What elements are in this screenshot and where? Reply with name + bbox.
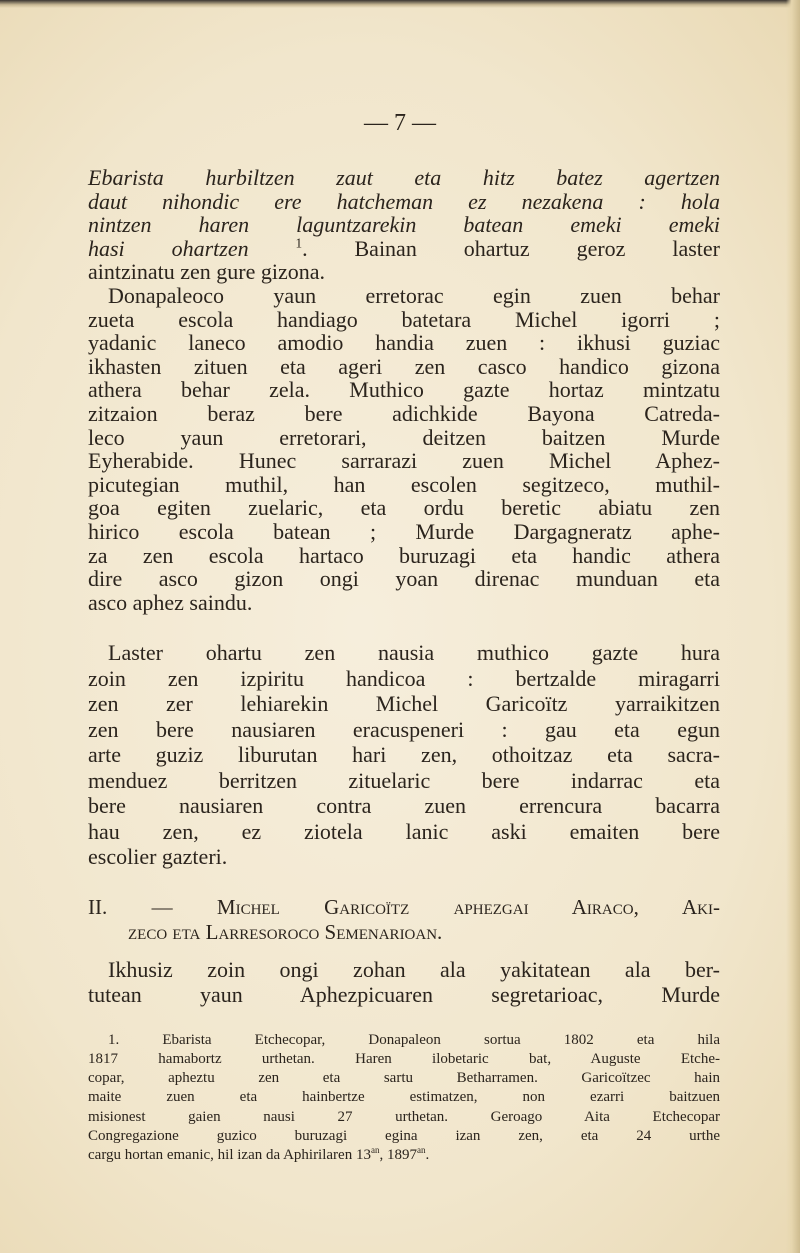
text-segment: Ebarista hurbiltzen zaut eta hitz batez agertzen (88, 165, 720, 190)
text-segment: copar, apheztu zen eta sartu Betharramen. Garicoïtzec hain (88, 1070, 720, 1087)
body-line (88, 378, 720, 402)
text-segment: hirico escola batean ; Murde Dargagneratz aphe- (88, 519, 720, 544)
text-segment: Ikhusiz zoin ongi zohan ala yakitatean ala ber- (108, 957, 720, 982)
text-segment: 1817 hamabortz urthetan. Haren ilobetaric bat, Auguste Etche- (88, 1050, 720, 1067)
body-line (88, 983, 720, 1007)
footnote-line (88, 1127, 720, 1146)
superscript: an (416, 1145, 426, 1156)
text-segment: zueta escola handiago batetara Michel igorri ; (88, 306, 720, 332)
footnote-line (88, 1050, 720, 1069)
text-segment: hau zen, ez ziotela lanic aski emaiten bere (88, 818, 720, 844)
text-segment: yadanic laneco amodio handia zuen : ikhusi guziac (88, 330, 720, 356)
body-line (88, 284, 720, 308)
text-segment: asco aphez saindu. (88, 589, 253, 615)
text-segment: II. — Michel Garicoïtz aphezgai Airaco, Aki- (88, 895, 720, 919)
footnote-line (88, 1031, 720, 1050)
body-line (88, 718, 720, 742)
text-segment: zitzaion beraz bere adichkide Bayona Catreda- (88, 401, 720, 426)
body-line (88, 426, 720, 450)
footnote-line (88, 1108, 720, 1127)
footnote-line (88, 1069, 720, 1088)
page-right-edge (786, 0, 800, 1253)
text-segment: arte guziz liburutan hari zen, othoitzaz eta sacra- (88, 742, 720, 767)
text-segment: , 1897 (379, 1147, 417, 1164)
text-segment: . Bainan ohartuz geroz laster (302, 235, 720, 261)
text-segment: Eyherabide. Hunec sarrarazi zuen Michel Aphez- (88, 448, 720, 474)
text-segment: tutean yaun Aphezpicuaren segretarioac, Murde (88, 982, 720, 1007)
text-segment: daut nihondic ere hatcheman ez nezakena : hola (88, 188, 720, 214)
body-line (88, 769, 720, 793)
body-line (88, 567, 720, 591)
text-segment: cargu hortan emanic, hil izan da Aphirilaren 13 (88, 1147, 371, 1164)
body-line (88, 591, 720, 615)
text-segment: zen zer lehiarekin Michel Garicoïtz yarraikitzen (88, 691, 720, 716)
body-line (88, 237, 720, 261)
superscript: an (370, 1145, 380, 1156)
text-segment: athera behar zela. Muthico gazte hortaz mintzatu (88, 377, 720, 403)
body-line (88, 667, 720, 691)
text-segment: Donapaleoco yaun erretorac egin zuen behar (108, 283, 720, 308)
text-segment: aintzinatu zen gure gizona. (88, 259, 326, 285)
text-segment: maite zuen eta hainbertze estimatzen, non ezarri baitzuen (88, 1089, 720, 1106)
body-line (88, 641, 720, 665)
text-segment: 1. Ebarista Etchecopar, Donapaleon sortua 1802 eta hila (108, 1031, 720, 1048)
text-segment: misionest gaien nausi 27 urthetan. Geroago Aita Etchecopar (88, 1108, 720, 1125)
text-segment: escolier gazteri. (88, 844, 228, 869)
section-heading-line (88, 895, 720, 919)
body-line (88, 166, 720, 190)
page-number: — 7 — (364, 110, 436, 136)
section-heading-line (88, 920, 720, 944)
text-segment: dire asco gizon ongi yoan direnac munduan eta (88, 566, 720, 592)
text-segment: . (425, 1147, 430, 1164)
page-top-edge (0, 0, 800, 8)
footnote-line (88, 1146, 720, 1165)
text-segment: za zen escola hartaco buruzagi eta handic athera (88, 542, 720, 568)
body-line (88, 213, 720, 237)
text-segment: leco yaun erretorari, deitzen baitzen Murde (88, 424, 720, 450)
footnote-line (88, 1088, 720, 1107)
superscript: 1 (295, 235, 303, 251)
body-line (88, 496, 720, 520)
body-line (88, 260, 720, 284)
text-segment: Congregazione guzico buruzagi egina izan zen, eta 24 urthe (88, 1128, 720, 1144)
body-line (88, 544, 720, 568)
body-line (88, 958, 720, 982)
text-segment: hasi ohartzen (88, 235, 296, 261)
text-segment: bere nausiaren contra zuen errencura bacarra (88, 793, 720, 818)
text-segment: zen bere nausiaren eracuspeneri : gau eta egun (88, 716, 720, 742)
body-line (88, 520, 720, 544)
text-segment: picutegian muthil, han escolen segitzeco, muthil- (88, 471, 720, 497)
body-line (88, 794, 720, 818)
body-line (88, 402, 720, 426)
body-line (88, 308, 720, 332)
text-segment: nintzen haren laguntzarekin batean emeki emeki (88, 212, 720, 238)
body-line (88, 743, 720, 767)
text-segment: zoin zen izpiritu handicoa : bertzalde miragarri (88, 665, 720, 691)
body-line (88, 190, 720, 214)
body-line (88, 845, 720, 869)
text-segment: menduez berritzen zituelaric bere indarrac eta (88, 767, 720, 793)
body-line (88, 820, 720, 844)
text-segment: goa egiten zuelaric, eta ordu beretic abiatu zen (88, 495, 720, 521)
text-segment: ikhasten zituen eta ageri zen casco handico gizona (88, 353, 720, 379)
text-segment: zeco eta Larresoroco Semenarioan. (128, 920, 443, 944)
text-segment: Laster ohartu zen nausia muthico gazte hura (108, 640, 720, 665)
body-line (88, 355, 720, 379)
body-line (88, 331, 720, 355)
body-line (88, 449, 720, 473)
body-line (88, 692, 720, 716)
body-line (88, 473, 720, 497)
